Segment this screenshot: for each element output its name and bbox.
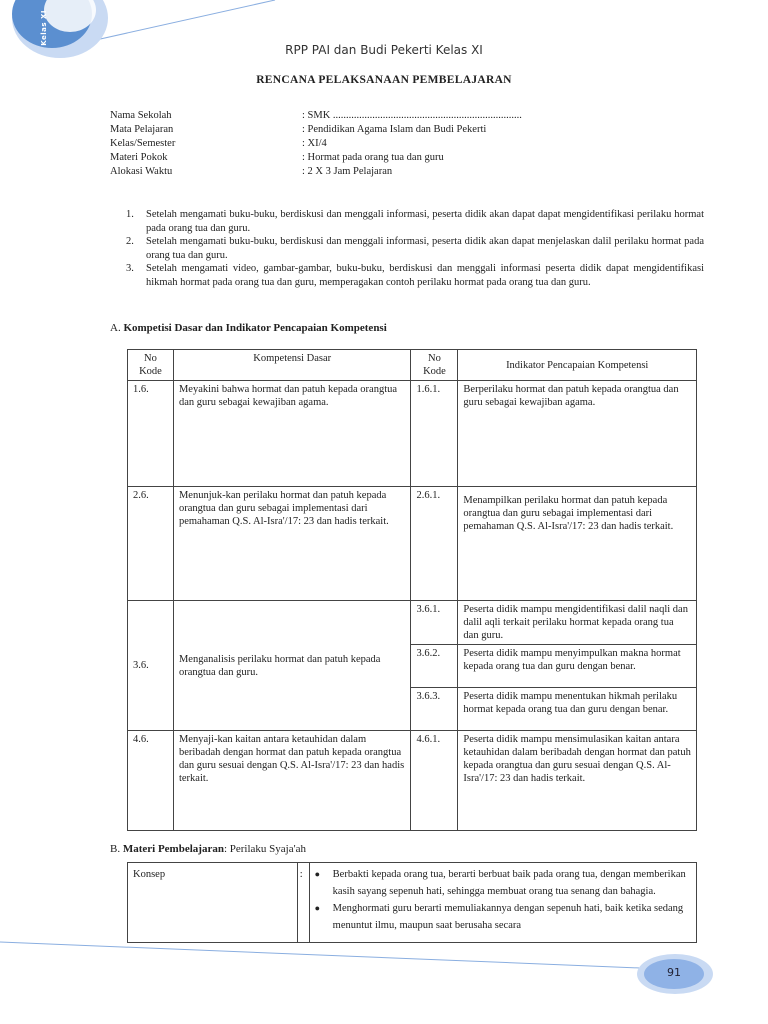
table-row: [128, 731, 697, 831]
info-label: Materi Pokok: [110, 152, 168, 163]
objective-number: 3.: [126, 263, 134, 274]
info-label: Nama Sekolah: [110, 110, 172, 121]
document-title: RENCANA PELAKSANAAN PEMBELAJARAN: [256, 74, 512, 86]
objective-number: 1.: [126, 209, 134, 220]
info-row: [110, 165, 670, 179]
section-letter: B.: [110, 843, 121, 855]
materi-colon: :: [297, 863, 309, 943]
info-row: [110, 123, 670, 137]
kode-cell: 4.6.: [128, 731, 174, 831]
info-value: : Pendidikan Agama Islam dan Budi Pekerti: [302, 124, 487, 135]
kode-cell: 2.6.1.: [411, 487, 458, 601]
list-item: [315, 866, 691, 900]
ipk-cell: Peserta didik mampu mensimulasikan kaitan antara ketauhidan dalam beribadah dengan hormat dan patuh kepada orangtua dan guru sesuai dengan Q.S. Al-Isra'/17: 23 dan hadis terkait.: [458, 731, 697, 831]
page-number: 91: [667, 966, 681, 979]
ipk-cell: Peserta didik mampu menyimpulkan makna hormat kepada orang tua dan guru dengan benar.: [458, 645, 697, 688]
bullet-icon: ●: [314, 869, 321, 879]
kd-cell: Menunjuk-kan perilaku hormat dan patuh kepada orangtua dan guru sebagai implementasi dari pemahaman Q.S. Al-Isra'/17: 23 dan hadis terkait.: [173, 487, 411, 601]
objective-text: Setelah mengamati video, gambar-gambar, buku-buku, berdiskusi dan menggali informasi peserta didik dapat mengidentifikasi hikmah hormat pada orang tua dan guru, memperagakan contoh perilaku hormat pada orang tua dan guru.: [146, 263, 704, 288]
ipk-cell: Peserta didik mampu menentukan hikmah perilaku hormat kepada orang tua dan guru dengan benar.: [458, 688, 697, 731]
kd-cell: Meyakini bahwa hormat dan patuh kepada orangtua dan guru sebagai kewajiban agama.: [173, 381, 411, 487]
running-header: RPP PAI dan Budi Pekerti Kelas XI: [285, 43, 483, 57]
table-header-row: [128, 350, 697, 381]
info-label: Alokasi Waktu: [110, 166, 173, 177]
section-title: Materi Pembelajaran: [122, 843, 224, 855]
identity-info: [110, 109, 670, 179]
info-label: Mata Pelajaran: [110, 124, 174, 135]
header-kompetensi-dasar: Kompetensi Dasar: [173, 350, 411, 381]
ipk-cell: Menampilkan perilaku hormat dan patuh kepada orangtua dan guru sebagai implementasi dari pemahaman Q.S. Al-Isra'/17: 23 dan hadis terkait.: [458, 487, 697, 601]
materi-label: Konsep: [128, 863, 298, 943]
info-row: [110, 137, 670, 151]
learning-objectives: [126, 208, 704, 289]
bullet-text: Berbakti kepada orang tua, berarti berbuat baik pada orang tua, dengan memberikan kasih sayang sepenuh hati, sehingga membuat orang tua senang dan bahagia.: [332, 869, 686, 897]
kode-cell: 3.6.2.: [411, 645, 458, 688]
kode-cell: 3.6.3.: [411, 688, 458, 731]
section-b-heading: [110, 843, 306, 855]
kode-cell: 3.6.: [128, 601, 174, 731]
info-row: [110, 151, 670, 165]
info-value: : Hormat pada orang tua dan guru: [302, 152, 444, 163]
kd-cell: Menganalisis perilaku hormat dan patuh kepada orangtua dan guru.: [173, 601, 411, 731]
kode-cell: 1.6.: [128, 381, 174, 487]
objective-item: [126, 208, 704, 235]
bullet-icon: ●: [314, 903, 321, 913]
kode-cell: 4.6.1.: [411, 731, 458, 831]
header-no-kode: No Kode: [411, 350, 458, 381]
objective-number: 2.: [126, 236, 134, 247]
info-value: : 2 X 3 Jam Pelajaran: [302, 166, 393, 177]
table-row: [128, 381, 697, 487]
objective-text: Setelah mengamati buku-buku, berdiskusi dan menggali informasi, peserta didik akan dapat menjelaskan dalil perilaku hormat pada orang tua dan guru.: [146, 236, 704, 261]
objective-item: [126, 262, 704, 289]
header-side-text: Kelas XI: [40, 10, 48, 46]
table-row: [128, 601, 697, 645]
section-title: Kompetisi Dasar dan Indikator Pencapaian Kompetensi: [123, 322, 387, 334]
objective-item: [126, 235, 704, 262]
header-indikator: Indikator Pencapaian Kompetensi: [458, 350, 697, 381]
section-letter: A.: [110, 322, 121, 334]
competency-table: [127, 349, 697, 831]
info-label: Kelas/Semester: [110, 138, 176, 149]
bullet-text: Menghormati guru berarti memuliakannya dengan sepenuh hati, baik ketika sedang menuntut ilmu, maupun saat berusaha secara: [332, 903, 684, 931]
kode-cell: 1.6.1.: [411, 381, 458, 487]
header-decoration-shape: [0, 0, 140, 70]
table-row: [128, 487, 697, 601]
header-no-kode: No Kode: [128, 350, 174, 381]
section-a-heading: [110, 322, 387, 334]
ipk-cell: Berperilaku hormat dan patuh kepada orangtua dan guru sebagai kewajiban agama.: [458, 381, 697, 487]
section-subtitle: : Perilaku Syaja'ah: [223, 843, 306, 855]
info-row: [110, 109, 670, 123]
ipk-cell: Peserta didik mampu mengidentifikasi dalil naqli dan dalil aqli terkait perilaku hormat kepada orang tua dan guru.: [458, 601, 697, 645]
info-value: : XI/4: [302, 138, 327, 149]
info-value: : SMK ........................................................................: [302, 110, 522, 121]
kode-cell: 2.6.: [128, 487, 174, 601]
kode-cell: 3.6.1.: [411, 601, 458, 645]
objective-text: Setelah mengamati buku-buku, berdiskusi dan menggali informasi, peserta didik akan dapat dapat mengidentifikasi perilaku hormat pada orang tua dan guru.: [146, 209, 704, 234]
kd-cell: Menyaji-kan kaitan antara ketauhidan dalam beribadah dengan hormat dan patuh kepada orangtua dan guru sesuai dengan Q.S. Al-Isra'/17: 23 dan hadis terkait.: [173, 731, 411, 831]
